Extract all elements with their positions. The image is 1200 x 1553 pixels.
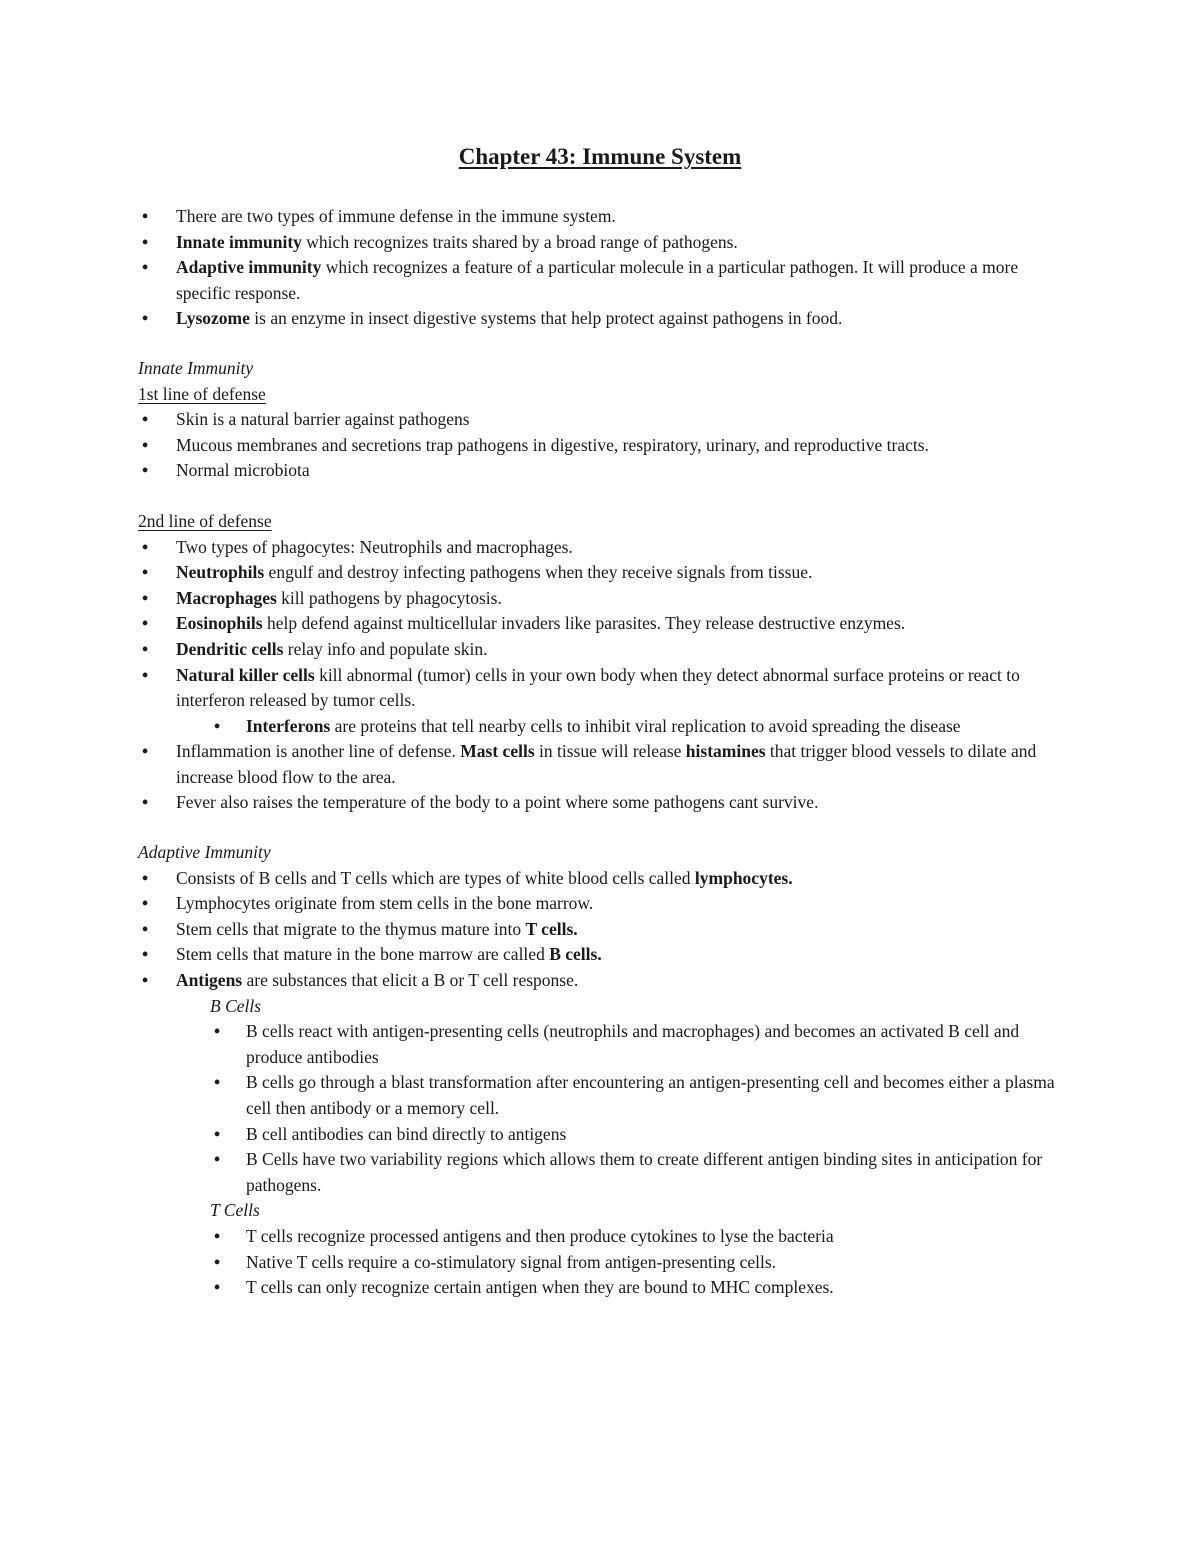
document-body <box>138 204 1068 1301</box>
list-item: • Normal microbiota <box>138 458 1068 484</box>
page-title: Chapter 43: Immune System <box>458 144 742 169</box>
list-item: • Stem cells that migrate to the thymus mature into T cells. <box>138 917 1068 943</box>
list-item: • B cell antibodies can bind directly to antigens <box>210 1122 1068 1148</box>
list-item: • Consists of B cells and T cells which are types of white blood cells called lymphocytes. <box>138 866 1068 892</box>
adaptive-list <box>138 866 1068 994</box>
b-cells-list <box>210 1019 1068 1198</box>
list-item: • B Cells have two variability regions which allows them to create different antigen binding sites in anticipation for pathogens. <box>210 1147 1068 1198</box>
list-item: • Macrophages kill pathogens by phagocytosis. <box>138 586 1068 612</box>
t-cells-heading: T Cells <box>210 1200 260 1221</box>
list-item: • Natural killer cells kill abnormal (tumor) cells in your own body when they detect abnormal surface proteins or react to interferon released by tumor cells. <box>138 663 1068 714</box>
second-line-list <box>138 535 1068 714</box>
list-item: • T cells recognize processed antigens and then produce cytokines to lyse the bacteria <box>210 1224 1068 1250</box>
second-line-heading: 2nd line of defense <box>138 510 272 531</box>
list-item: • Mucous membranes and secretions trap pathogens in digestive, respiratory, urinary, and reproductive tracts. <box>138 433 1068 459</box>
list-item: • Dendritic cells relay info and populate skin. <box>138 637 1068 663</box>
b-cells-heading: B Cells <box>210 995 262 1016</box>
list-item: • Interferons are proteins that tell nearby cells to inhibit viral replication to avoid spreading the disease <box>210 714 1068 740</box>
list-item: • There are two types of immune defense in the immune system. <box>138 204 1068 230</box>
first-line-heading: 1st line of defense <box>138 383 266 404</box>
list-item: • Two types of phagocytes: Neutrophils and macrophages. <box>138 535 1068 561</box>
innate-immunity-heading: Innate Immunity <box>138 357 254 378</box>
list-item: • B cells go through a blast transformation after encountering an antigen-presenting cell and becomes either a plasma cell then antibody or a memory cell. <box>210 1070 1068 1121</box>
intro-list <box>138 204 1068 332</box>
adaptive-immunity-heading: Adaptive Immunity <box>138 842 271 863</box>
interferon-list <box>210 714 1068 740</box>
list-item: • Neutrophils engulf and destroy infecting pathogens when they receive signals from tissue. <box>138 560 1068 586</box>
list-item: • Fever also raises the temperature of the body to a point where some pathogens cant survive. <box>138 790 1068 816</box>
list-item: • Native T cells require a co-stimulatory signal from antigen-presenting cells. <box>210 1250 1068 1276</box>
list-item: • Skin is a natural barrier against pathogens <box>138 407 1068 433</box>
first-line-list <box>138 407 1068 484</box>
list-item: • Eosinophils help defend against multicellular invaders like parasites. They release destructive enzymes. <box>138 611 1068 637</box>
list-item: • Innate immunity which recognizes traits shared by a broad range of pathogens. <box>138 230 1068 256</box>
list-item: • Antigens are substances that elicit a B or T cell response. <box>138 968 1068 994</box>
list-item: • Lysozome is an enzyme in insect digestive systems that help protect against pathogens in food. <box>138 306 1068 332</box>
list-item: • Inflammation is another line of defense. Mast cells in tissue will release histamines that trigger blood vessels to dilate and increase blood flow to the area. <box>138 739 1068 790</box>
list-item: • B cells react with antigen-presenting cells (neutrophils and macrophages) and becomes an activated B cell and produce antibodies <box>210 1019 1068 1070</box>
list-item: • T cells can only recognize certain antigen when they are bound to MHC complexes. <box>210 1275 1068 1301</box>
t-cells-list <box>210 1224 1068 1301</box>
list-item: • Adaptive immunity which recognizes a feature of a particular molecule in a particular pathogen. It will produce a more specific response. <box>138 255 1068 306</box>
list-item: • Stem cells that mature in the bone marrow are called B cells. <box>138 942 1068 968</box>
list-item: • Lymphocytes originate from stem cells in the bone marrow. <box>138 891 1068 917</box>
second-line-list-continued <box>138 739 1068 816</box>
